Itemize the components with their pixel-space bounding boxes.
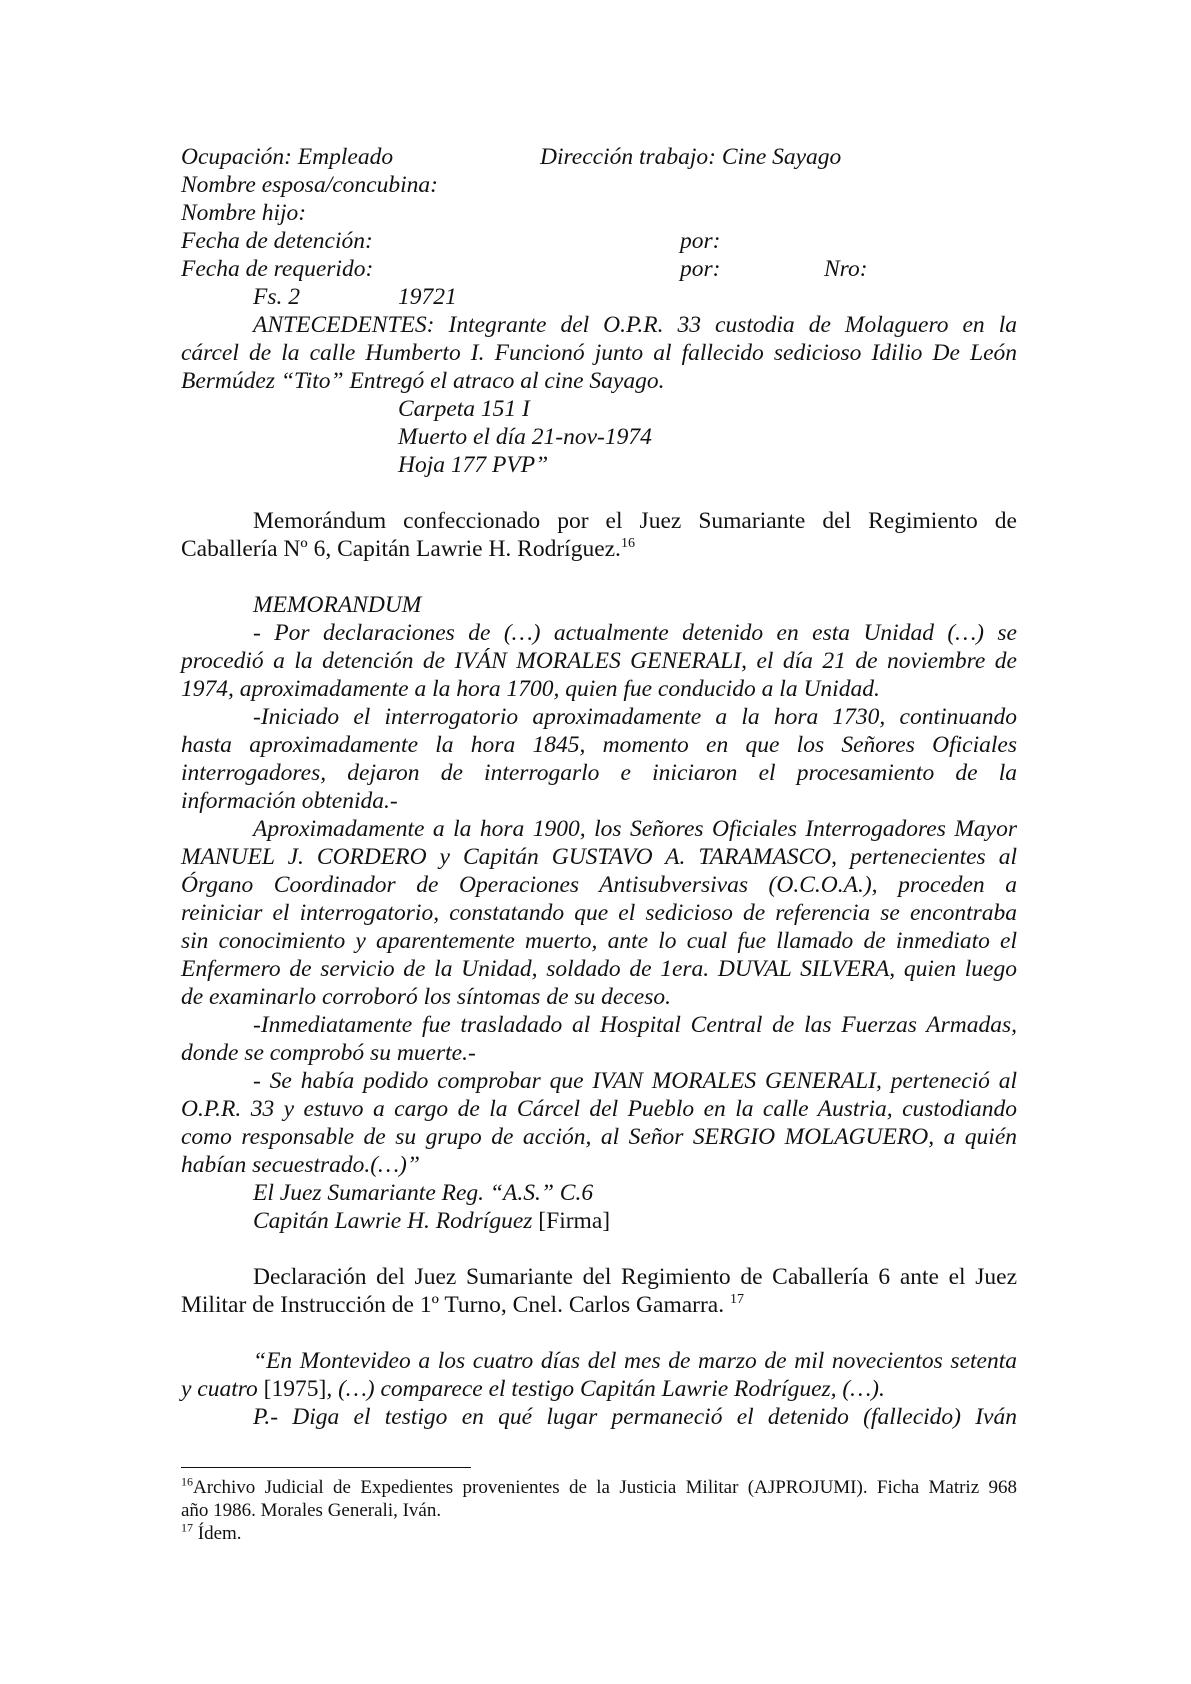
- fs-row: [181, 283, 1017, 311]
- memo-line: hasta aproximadamente la hora 1845, momento en que los Señores Oficiales: [181, 732, 1017, 758]
- quote-line: P.- Diga el testigo en qué lugar permaneció el detenido (fallecido) Iván: [253, 1404, 1017, 1430]
- por-detencion-field: por:: [680, 228, 721, 254]
- footnote-text: Ídem.: [193, 1523, 242, 1544]
- memo-intro-line: Memorándum confeccionado por el Juez Sumariante del Regimiento de: [253, 508, 1017, 534]
- document-body: [181, 143, 1017, 1431]
- footnote-ref: 17: [730, 1292, 744, 1308]
- esposa-field: Nombre esposa/concubina:: [181, 172, 438, 198]
- hijo-field: Nombre hijo:: [181, 200, 307, 226]
- declaracion-line: Declaración del Juez Sumariante del Regimiento de Caballería 6 ante el Juez: [253, 1264, 1017, 1290]
- fs-field: Fs. 2: [253, 284, 300, 310]
- memo-intro-text: Caballería Nº 6, Capitán Lawrie H. Rodríguez.: [181, 536, 621, 562]
- antecedentes-line: ANTECEDENTES: Integrante del O.P.R. 33 custodia de Molaguero en la: [253, 312, 1017, 338]
- direccion-field: Dirección trabajo: Cine Sayago: [540, 144, 842, 170]
- quote-line: “En Montevideo a los cuatro días del mes de marzo de mil novecientos setenta: [253, 1348, 1017, 1374]
- signature-line: [181, 1207, 1017, 1235]
- quote-text: y cuatro: [181, 1376, 258, 1402]
- memo-line: -Iniciado el interrogatorio aproximadamente a la hora 1730, continuando: [253, 704, 1017, 730]
- carpeta-line: Hoja 177 PVP”: [398, 452, 549, 478]
- footnote-number: 16: [181, 1474, 193, 1489]
- header-row-detencion: [181, 227, 1017, 255]
- declaracion-line: [181, 1291, 1017, 1319]
- footnotes: [181, 1476, 1017, 1545]
- memo-line: Aproximadamente a la hora 1900, los Señores Oficiales Interrogadores Mayor: [253, 816, 1017, 842]
- footnote-divider: [181, 1467, 471, 1468]
- por-requerido-field: por:: [680, 256, 721, 282]
- memo-line: como responsable de su grupo de acción, al Señor SERGIO MOLAGUERO, a quién: [181, 1124, 1017, 1150]
- quote-bracket: [1975]: [263, 1376, 327, 1402]
- nro-field: Nro:: [824, 256, 868, 282]
- memo-line: información obtenida.-: [181, 788, 398, 814]
- memo-line: habían secuestrado.(…)”: [181, 1152, 420, 1178]
- memo-line: - Por declaraciones de (…) actualmente detenido en esta Unidad (…) se: [253, 620, 1017, 646]
- signature-firma: [Firma]: [538, 1208, 611, 1234]
- footnote-number: 17: [181, 1520, 193, 1535]
- memo-title: MEMORANDUM: [253, 592, 422, 618]
- header-row-requerido: [181, 255, 1017, 283]
- ocupacion-field: Ocupación: Empleado: [181, 144, 394, 170]
- memo-line: Órgano Coordinador de Operaciones Antisubversivas (O.C.O.A.), proceden a: [181, 872, 1017, 898]
- memo-intro-line: [181, 535, 1017, 563]
- memo-line: 1974, aproximadamente a la hora 1700, quien fue conducido a la Unidad.: [181, 676, 880, 702]
- memo-line: Enfermero de servicio de la Unidad, soldado de 1era. DUVAL SILVERA, quien luego: [181, 956, 1017, 982]
- memo-line: interrogadores, dejaron de interrogarlo e iniciaron el procesamiento de la: [181, 760, 1017, 786]
- memo-line: procedió a la detención de IVÁN MORALES GENERALI, el día 21 de noviembre de: [181, 648, 1017, 674]
- footnote-text: Archivo Judicial de Expedientes provenientes de la Justicia Militar (AJPROJUMI). Ficha Matriz 968: [193, 1477, 1017, 1498]
- quote-text: , (…) comparece el testigo Capitán Lawrie Rodríguez, (…).: [326, 1376, 885, 1402]
- carpeta-line: Carpeta 151 I: [398, 396, 530, 422]
- signature-line: El Juez Sumariante Reg. “A.S.” C.6: [253, 1180, 594, 1206]
- memo-line: sin conocimiento y aparentemente muerto, ante lo cual fue llamado de inmediato el: [181, 928, 1017, 954]
- antecedentes-line: cárcel de la calle Humberto I. Funcionó junto al fallecido sedicioso Idilio De León: [181, 340, 1017, 366]
- footnote-ref: 16: [620, 536, 635, 552]
- declaracion-text: Militar de Instrucción de 1º Turno, Cnel. Carlos Gamarra.: [181, 1292, 725, 1318]
- quote-line: [181, 1375, 1017, 1403]
- antecedentes-line: Bermúdez “Tito” Entregó el atraco al cine Sayago.: [181, 368, 665, 394]
- memo-line: donde se comprobó su muerte.-: [181, 1040, 476, 1066]
- signature-name: Capitán Lawrie H. Rodríguez: [253, 1208, 533, 1234]
- fs-number: 19721: [398, 284, 457, 310]
- memo-line: reiniciar el interrogatorio, constatando que el sedicioso de referencia se encontraba: [181, 900, 1017, 926]
- memo-line: MANUEL J. CORDERO y Capitán GUSTAVO A. TARAMASCO, pertenecientes al: [181, 844, 1017, 870]
- footnote-16: [181, 1476, 1017, 1499]
- carpeta-line: Muerto el día 21-nov-1974: [398, 424, 652, 450]
- footnote-17: [181, 1522, 1017, 1545]
- memo-line: - Se había podido comprobar que IVAN MORALES GENERALI, perteneció al: [253, 1068, 1017, 1094]
- header-row-ocupacion: [181, 143, 1017, 171]
- memo-line: -Inmediatamente fue trasladado al Hospital Central de las Fuerzas Armadas,: [253, 1012, 1017, 1038]
- memo-line: O.P.R. 33 y estuvo a cargo de la Cárcel del Pueblo en la calle Austria, custodiando: [181, 1096, 1017, 1122]
- memo-line: de examinarlo corroboró los síntomas de su deceso.: [181, 984, 671, 1010]
- fecha-requerido-field: Fecha de requerido:: [181, 256, 374, 282]
- footnote-16-cont: año 1986. Morales Generali, Iván.: [181, 1500, 442, 1521]
- fecha-detencion-field: Fecha de detención:: [181, 228, 373, 254]
